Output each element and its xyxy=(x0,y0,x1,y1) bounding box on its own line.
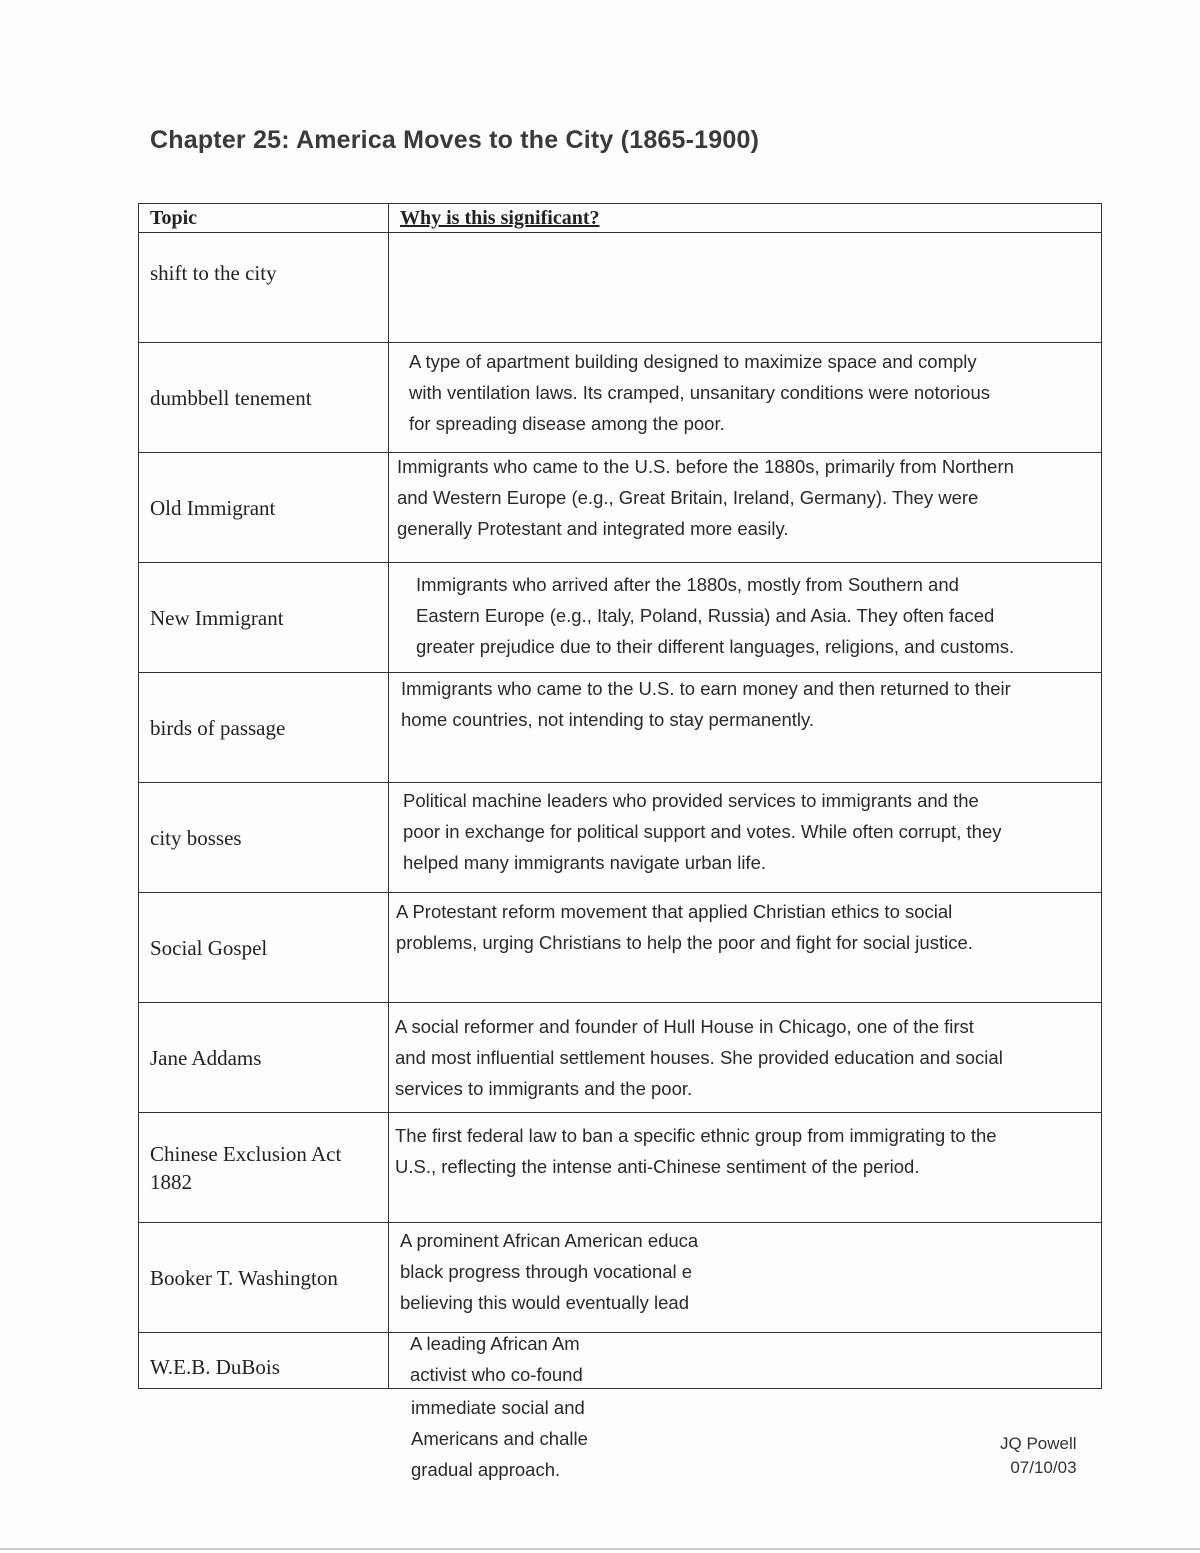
table-row xyxy=(139,1333,1101,1389)
description-cell xyxy=(389,783,1101,892)
topic-cell: dumbbell tenement xyxy=(139,343,389,452)
header-topic: Topic xyxy=(139,204,389,232)
table-row xyxy=(139,453,1101,563)
table-row xyxy=(139,1003,1101,1113)
description-cell xyxy=(389,453,1101,562)
description-cell xyxy=(389,343,1101,452)
topic-cell: New Immigrant xyxy=(139,563,389,672)
topic-cell: city bosses xyxy=(139,783,389,892)
description-text: Political machine leaders who provided services to immigrants and the poor in exchange for political support and votes. While often corrupt, they helped many immigrants navigate urban life. xyxy=(403,790,1002,873)
topic-cell: birds of passage xyxy=(139,673,389,782)
description-text: A social reformer and founder of Hull House in Chicago, one of the first and most influential settlement houses. She provided education and social services to immigrants and the poor. xyxy=(395,1016,1003,1099)
description-text: Immigrants who came to the U.S. to earn money and then returned to their home countries, not intending to stay permanently. xyxy=(401,678,1011,730)
description-text: A leading African Am activist who co-found xyxy=(410,1333,583,1385)
topic-cell: W.E.B. DuBois xyxy=(139,1333,389,1388)
table-row xyxy=(139,1223,1101,1333)
description-cell xyxy=(389,1333,1101,1388)
author-date: 07/10/03 xyxy=(1010,1458,1077,1477)
table-row xyxy=(139,783,1101,893)
significance-table xyxy=(138,203,1102,1389)
description-text: Immigrants who arrived after the 1880s, mostly from Southern and Eastern Europe (e.g., Italy, Poland, Russia) and Asia. They often faced greater prejudice due to their different languages, religions, and customs. xyxy=(416,574,1015,657)
description-text: A prominent African American educa black progress through vocational e believing this would eventually lead xyxy=(400,1230,699,1313)
table-row xyxy=(139,893,1101,1003)
topic-cell: Chinese Exclusion Act 1882 xyxy=(139,1113,389,1222)
description-cell xyxy=(389,673,1101,782)
table-row xyxy=(139,343,1101,453)
table-row xyxy=(139,563,1101,673)
topic-cell: shift to the city xyxy=(139,233,389,342)
description-cell xyxy=(389,893,1101,1002)
scan-edge-line xyxy=(0,1548,1200,1550)
header-significance: Why is this significant? xyxy=(400,207,600,229)
author-name: JQ Powell xyxy=(1000,1434,1077,1453)
overflow-description-text: immediate social and Americans and challe gradual approach. xyxy=(411,1397,588,1480)
topic-cell: Jane Addams xyxy=(139,1003,389,1112)
description-text: The first federal law to ban a specific ethnic group from immigrating to the U.S., reflecting the intense anti-Chinese sentiment of the period. xyxy=(395,1125,997,1177)
page-title: Chapter 25: America Moves to the City (1865-1900) xyxy=(150,126,760,154)
topic-cell: Booker T. Washington xyxy=(139,1223,389,1332)
topic-cell: Social Gospel xyxy=(139,893,389,1002)
table-row xyxy=(139,1113,1101,1223)
description-cell xyxy=(389,1113,1101,1222)
table-row xyxy=(139,673,1101,783)
description-cell xyxy=(389,1223,1101,1332)
topic-cell: Old Immigrant xyxy=(139,453,389,562)
description-text: A type of apartment building designed to maximize space and comply with ventilation laws. Its cramped, unsanitary conditions were notorious for spreading disease among the poor. xyxy=(409,351,990,434)
description-cell xyxy=(389,563,1101,672)
description-cell xyxy=(389,1003,1101,1112)
table-row xyxy=(139,233,1101,343)
description-cell xyxy=(389,233,1101,342)
description-text: Immigrants who came to the U.S. before the 1880s, primarily from Northern and Western Europe (e.g., Great Britain, Ireland, Germany). They were generally Protestant and integrated more easily. xyxy=(397,456,1014,539)
author-block xyxy=(1000,1432,1077,1480)
table-header xyxy=(139,204,1101,233)
description-text: A Protestant reform movement that applied Christian ethics to social problems, urging Christians to help the poor and fight for social justice. xyxy=(396,901,973,953)
